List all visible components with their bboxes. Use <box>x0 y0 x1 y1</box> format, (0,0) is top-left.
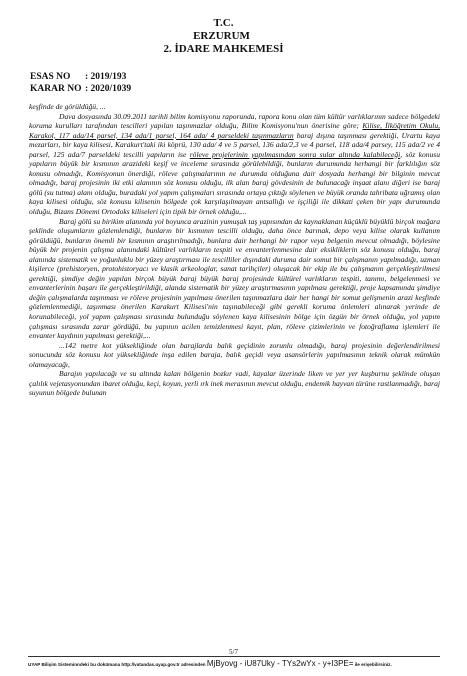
header-tc: T.C. <box>213 17 234 29</box>
footer-divider <box>28 656 440 657</box>
paragraph-1 <box>29 112 440 217</box>
paragraph-3: ...142 metre kot yüksekliğinde olan barajlarda balık geçidinin zorunlu olmadığı, baraj projesinin değerlendirilmesi sonucunda söz konusu kot yüksekliğinde inşa edilen baraja, balık geçidi veya asansörlerin yapılmasının teknik olarak mümkün olamayacağı, <box>29 340 440 369</box>
footer-verification-code: MjByovg - iU87Uky - TYs2wYx - y+I3PE= <box>206 659 354 668</box>
paragraph-1-part-c: , söz konusu yapıların büyük bir kısmının arazideki keşif ve inceleme sırasında görülebildiği, bunların durumunda herhangi bir farklılığın söz konusu olmadığı, Komisyonun önerdiği, röleve çalışmalarının ne durumda olduğuna dair dosyada herhangi bir bilginin mevcut olmadığı, baraj projesinin iki etki alanının söz konusu olduğu, ilk alan baraj gövdesinin de bulunacağı inşaat alanı diğeri ise baraj gölü (su tutma) alanı olduğu, buradaki yol yapım çalışmaları sırasında ortaya çıktığı söylenen ve büyük oranda tahribata uğramış olan kaya kilisesi olduğu, söz konusu kilisenin bölgede çok karşılaşılmayan antsallığı ve işçiliği ile dikkati çeken bir yapı durumunda olduğu, Bizans Dönemi Ortodoks kiliseleri için tipik bir örnek olduğu,... <box>29 149 440 217</box>
underlined-buildings: Kilise, İlköğretim Okulu, Karakol, 117 ada/14 parsel, 134 ada/1 parsel, 164 ada/ 4 parseldeki taşınmazların <box>29 121 440 140</box>
paragraph-1-part-b: baraj dışına taşınması gerektiği, Urartu kaya mezarları, bir kaya kilisesi, Karakurt'taki iki köprü, 130 ada/ 4 ve 5 parsel, 136 ada/2,3 ve 4 parsel, 118 ada/4 parsey, 115 ada/2 ve 4 parsel, 125 ada/7 parseldeki tescilli yapıların ise <box>29 130 440 159</box>
esas-no-row <box>30 72 126 82</box>
karar-no-row <box>30 84 131 94</box>
esas-no-value: : 2019/193 <box>85 72 127 82</box>
underlined-relief: röleve projelerinin yapılmasından sonra sular altında kalabileceği <box>189 149 401 159</box>
karar-no-value: : 2020/1039 <box>85 84 132 94</box>
karar-no-label: KARAR NO <box>30 84 82 94</box>
header-court: 2. İDARE MAHKEMESİ <box>163 43 284 55</box>
footer-suffix: ile erişebilirsiniz. <box>354 662 392 667</box>
document-body <box>29 102 440 398</box>
footer-text: UYAP Bilişim Sisteminndeki bu dokümana http://vatandas.uyap.gov.tr adresinden <box>28 662 206 667</box>
esas-no-label: ESAS NO <box>30 72 71 82</box>
footer <box>28 659 458 668</box>
paragraph-1-part-a: Dava dosyasında 30.09.2011 tarihli bilim komisyonu raporunda, rapora konu olan tüm kültür varlıklarının sadece bölgedeki koruma kurulları tarafından tescilleri yapılan taşınmazlar olduğu, Bilim Komisyonu'nun önerisine göre; <box>29 111 440 131</box>
paragraph-intro: keşfinde de görüldüğü, ... <box>29 102 106 111</box>
page-number: 5/7 <box>229 648 238 656</box>
paragraph-4: Barajın yapılacağı ve su altında kalan bölgenin bozkır vadi, kayalar üzerinde liken ve yer yer kuşburnu şeklinde oluşan çalılık vejetasyonundan ibaret olduğu, keçi, koyun, yerli ırk inek merasının mevcut olduğu, endemik hayvan türüne rastlanmadığı, baraj suyunun bölgede bulunan <box>29 369 440 398</box>
paragraph-2: Baraj gölü su birikim alanında yol boyunca arazinin yumuşak taş yapısından da kaynaklanan küçüklü büyüklü birçok mağara şeklinde oluşumların gözlemlendiği, bunların bir kısmının tescilli olduğu, daha önce barınak, depo veya kilise olarak kullanım görüldüğü, bunların önemli bir kısmının araştırılmadığı, bunlara dair herhangi bir rapor veya belgenin mevcut olmadığı, böylesine büyük bir projenin çalışma alanındaki kültürel varlıkların tespiti ve envanterlenmesine dair eksikliklerin söz konusu olduğu, baraj alanında sistematik ve yoğunluklu bir yüzey araştırması ile tescilliler dışındaki duruma dair somut bir çalışmanın yapılmadığı, uzman kişilerce (prehistoryen, protohistoryacı ve klasik arkeologlar, sanat tarihçiler) oluşacak bir ekip ile bu çalışmanın gerçekleştirilmesi gerektiği, şimdiye değin yapılan birçok büyük baraj büyük baraj projesinde kültürel varlıkların tespiti, tanımı, belgelenmesi ve envanterlerinin başarı ile gerçekleştirildiği, alanda sistematik bir yüzey araştırmasının yapılması gerektiği, proje kapsamında şimdiye değin çalışmalarda taşınması ve röleve projesinin yapılması önerilen taşınmazlara dair her hangi bir somut gelişmenin arazi keşfinde gözlemlenmediği, taşınması önerilen Karakurt Kilisesi'nin taşınabileceği gibi gerekli koruma önlemleri alınarak yerinde de korunabileceği, yol yapım çalışması sırasında bulunduğu söylenen kaya kilisesinin bölge için özgün bir örnek olduğu, yol yapım çalışması sırasında zarar gördüğü, bu yapının acilen temizlenmesi kayıt, plan, röleve çizimlerinin ve fotoğraflama işlemleri ile envanter kaydının yapılması gerektiği,... <box>29 216 440 341</box>
header-city: ERZURUM <box>193 30 250 42</box>
